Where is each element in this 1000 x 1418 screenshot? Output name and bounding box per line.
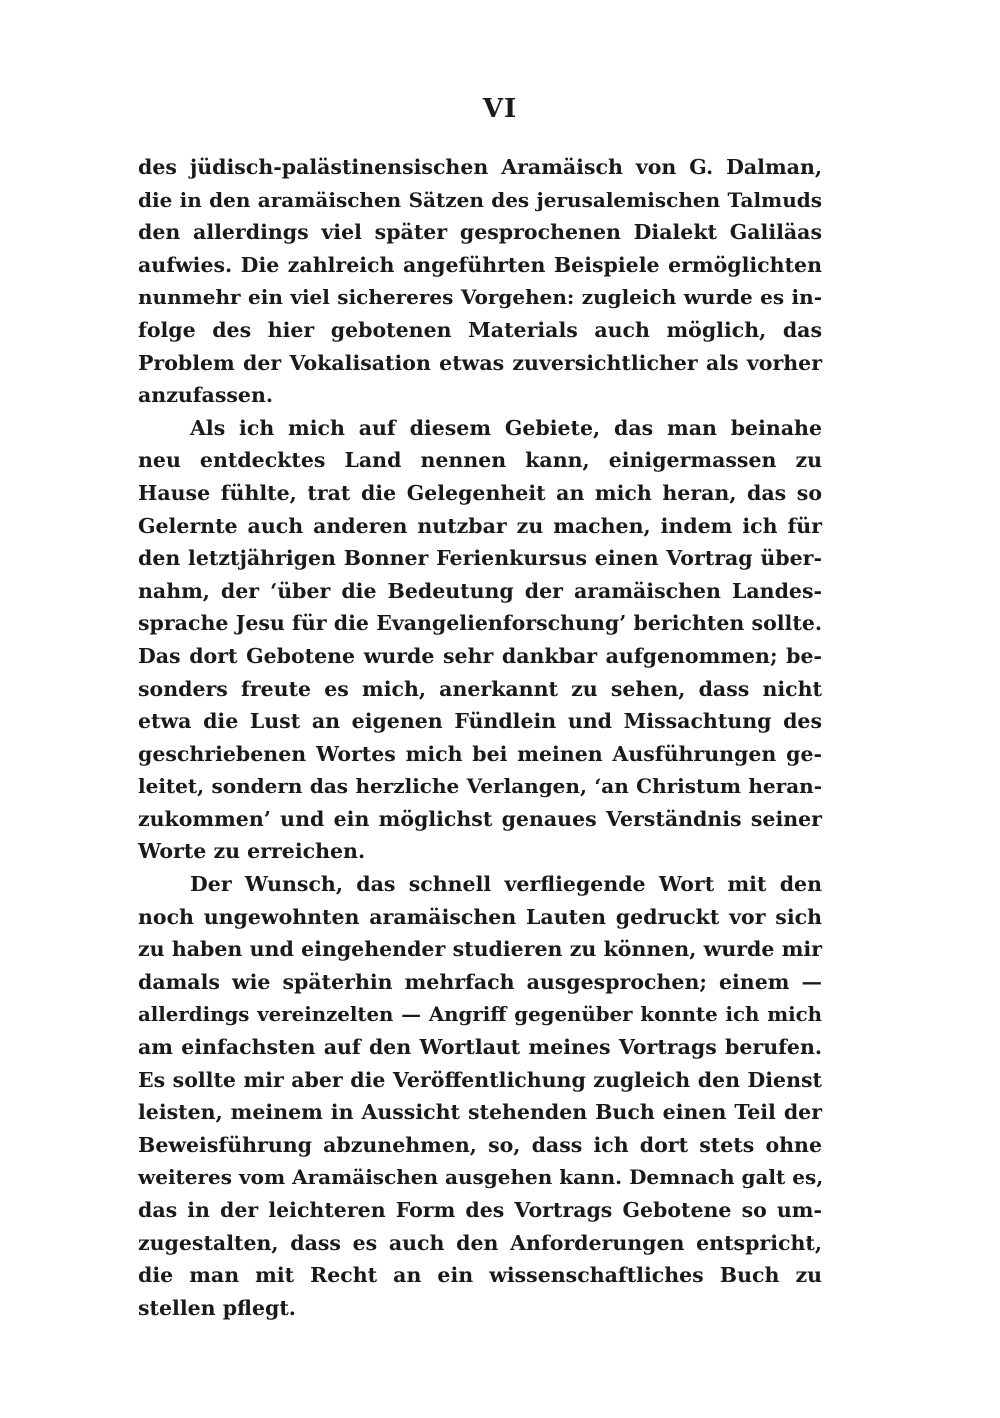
text-line: nahm, der ‘über die Bedeutung der aramäischen Landes- [138,578,822,603]
text-line: zugestalten, dass es auch den Anforderungen entspricht, [138,1230,822,1255]
text-line: zu haben und eingehender studieren zu können, wurde mir [138,937,822,962]
text-line: die in den aramäischen Sätzen des jerusalemischen Talmuds [138,187,822,212]
text-line: aufwies. Die zahlreich angeführten Beispiele ermöglichten [138,252,822,277]
text-line: neu entdecktes Land nennen kann, einigermassen zu [138,448,822,473]
text-line: weiteres vom Aramäischen ausgehen kann. Demnach galt es, [138,1165,824,1190]
text-line: leisten, meinem in Aussicht stehenden Buch einen Teil der [138,1100,822,1125]
text-line: sonders freute es mich, anerkannt zu sehen, dass nicht [138,676,822,701]
text-line: anzufassen. [138,383,274,408]
text-line: leitet, sondern das herzliche Verlangen, ‘an Christum heran- [138,774,822,799]
paragraph [138,151,822,412]
text-line: Gelernte auch anderen nutzbar zu machen, indem ich für [138,513,822,538]
text-line: Problem der Vokalisation etwas zuversichtlicher als vorher [138,350,822,375]
text-line: folge des hier gebotenen Materials auch möglich, das [138,317,822,342]
text-line: Es sollte mir aber die Veröffentlichung zugleich den Dienst [138,1067,822,1092]
text-line: allerdings vereinzelten — Angriff gegenüber konnte ich mich [138,1002,822,1027]
text-line: zukommen’ und ein möglichst genaues Verständnis seiner [138,806,822,831]
text-line: Als ich mich auf diesem Gebiete, das man beinahe [190,415,822,440]
text-line: Das dort Gebotene wurde sehr dankbar aufgenommen; be- [138,643,822,668]
page-number: VI [482,94,518,124]
text-line: Der Wunsch, das schnell verfliegende Wort mit den [190,872,822,897]
text-line: geschriebenen Wortes mich bei meinen Ausführungen ge- [138,741,822,766]
text-line: am einfachsten auf den Wortlaut meines Vortrags berufen. [138,1035,822,1060]
text-line: Beweisführung abzunehmen, so, dass ich dort stets ohne [138,1132,822,1157]
text-line: nunmehr ein viel sichereres Vorgehen: zugleich wurde es in- [138,285,822,310]
paragraph [138,412,822,868]
body-text [138,151,822,1324]
paragraph [138,868,822,1324]
text-line: sprache Jesu für die Evangelienforschung’ berichten sollte. [138,611,822,636]
text-line: des jüdisch-palästinensischen Aramäisch von G. Dalman, [138,155,822,179]
text-line: Worte zu erreichen. [138,839,366,864]
text-line: die man mit Recht an ein wissenschaftliches Buch zu [138,1263,822,1288]
text-line: damals wie späterhin mehrfach ausgesprochen; einem — [138,969,822,994]
text-line: etwa die Lust an eigenen Fündlein und Missachtung des [138,709,822,734]
text-line: noch ungewohnten aramäischen Lauten gedruckt vor sich [138,904,822,929]
text-line: Hause fühlte, trat die Gelegenheit an mich heran, das so [138,480,822,505]
text-line: den allerdings viel später gesprochenen Dialekt Galiläas [138,220,822,245]
text-line: stellen pflegt. [138,1295,296,1320]
text-line: den letztjährigen Bonner Ferienkursus einen Vortrag über- [138,546,822,571]
text-line: das in der leichteren Form des Vortrags Gebotene so um- [138,1198,822,1222]
